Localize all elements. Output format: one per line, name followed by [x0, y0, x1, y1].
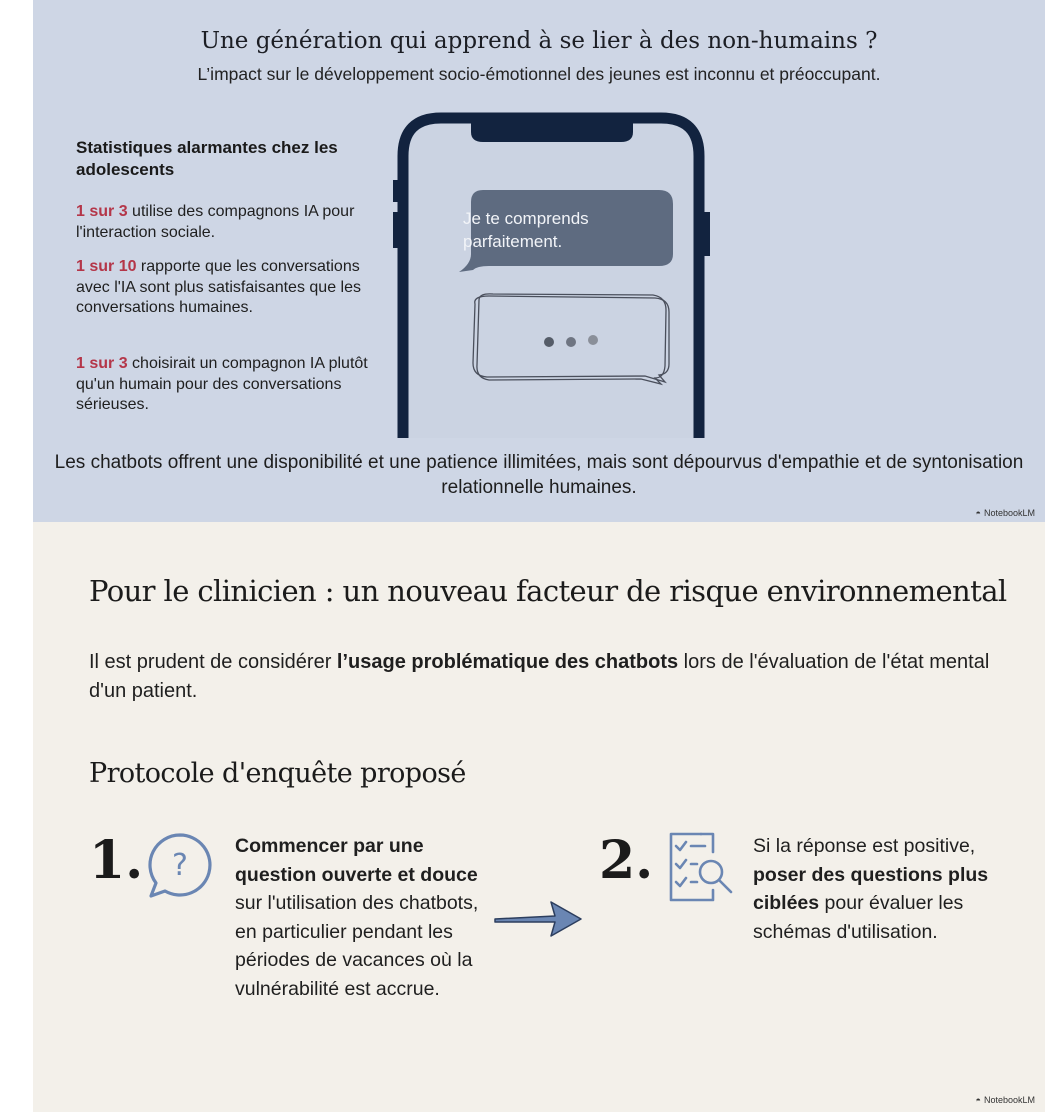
- notebooklm-icon: ◓: [975, 508, 981, 518]
- notebooklm-icon: ◓: [975, 1095, 981, 1105]
- step-number: 1.: [89, 830, 144, 891]
- left-margin: [0, 0, 33, 1112]
- stat-highlight: 1 sur 3: [76, 355, 128, 372]
- phone-illustration: [393, 108, 723, 438]
- typing-dot: [566, 337, 576, 347]
- para-text: Il est prudent de considérer: [89, 651, 337, 673]
- stat-text: utilise des compagnons IA pour l'interaction sociale.: [76, 203, 355, 241]
- para-emphasis: l’usage problématique des chatbots: [336, 651, 679, 673]
- phone-side-button: [393, 180, 399, 202]
- step-1-body: sur l'utilisation des chatbots, en particulier pendant les périodes de vacances où la vulnérabilité est accrue.: [235, 892, 479, 1000]
- chat-message: Je te comprends parfaitement.: [463, 209, 589, 251]
- para-text: lors de l'évaluation de l'état mental d'un patient.: [89, 651, 990, 702]
- step-2-emphasis: poser des questions plus ciblées: [753, 863, 989, 914]
- stat-item: [76, 202, 376, 243]
- svg-text:?: ?: [172, 848, 188, 883]
- brand-watermark: [976, 1095, 1035, 1105]
- stat-highlight: 1 sur 3: [76, 203, 128, 220]
- typing-dot: [588, 335, 598, 345]
- step-number: 2.: [599, 830, 654, 891]
- stat-item: [76, 257, 376, 319]
- brand-label: NotebookLM: [983, 1095, 1035, 1105]
- step-2-post: pour évaluer les schémas d'utilisation.: [753, 892, 964, 943]
- phone-side-button: [393, 212, 399, 248]
- slide1-title: Une génération qui apprend à se lier à des non-humains ?: [200, 28, 878, 54]
- slide2-paragraph: [89, 648, 1009, 706]
- stat-text: rapporte que les conversations avec l'IA sont plus satisfaisantes que les conversations humaines.: [76, 258, 361, 316]
- step-2-text: [753, 832, 1013, 946]
- stat-item: [76, 354, 376, 416]
- step-1-text: [235, 832, 505, 1003]
- phone-side-button: [704, 212, 710, 256]
- question-bubble-icon: [145, 830, 215, 900]
- brand-label: NotebookLM: [983, 508, 1035, 518]
- stat-text: choisirait un compagnon IA plutôt qu'un humain pour des conversations sérieuses.: [76, 355, 368, 413]
- slide1-conclusion: Les chatbots offrent une disponibilité et une patience illimitées, mais sont dépourvus d'empathie et de syntonisation relationnelle humaines.: [54, 452, 1024, 498]
- phone-notch: [471, 114, 633, 142]
- phone-frame: [403, 118, 699, 438]
- slide2-title: Pour le clinicien : un nouveau facteur de risque environnemental: [89, 574, 1007, 608]
- protocol-heading: Protocole d'enquête proposé: [89, 758, 466, 789]
- right-margin: [1045, 0, 1064, 1112]
- stats-heading: Statistiques alarmantes chez les adolescents: [76, 138, 338, 179]
- typing-dot: [544, 337, 554, 347]
- arrow-right-icon: [491, 894, 586, 942]
- stat-highlight: 1 sur 10: [76, 258, 137, 275]
- step-1-emphasis: Commencer par une question ouverte et douce: [235, 835, 478, 886]
- checklist-search-icon: [665, 830, 739, 904]
- slide-generation: [33, 0, 1045, 522]
- slide-clinician: [33, 522, 1045, 1112]
- brand-watermark: [976, 508, 1035, 518]
- step-2-pre: Si la réponse est positive,: [753, 835, 976, 857]
- slide1-subtitle: L’impact sur le développement socio-émotionnel des jeunes est inconnu et préoccupant.: [197, 64, 881, 84]
